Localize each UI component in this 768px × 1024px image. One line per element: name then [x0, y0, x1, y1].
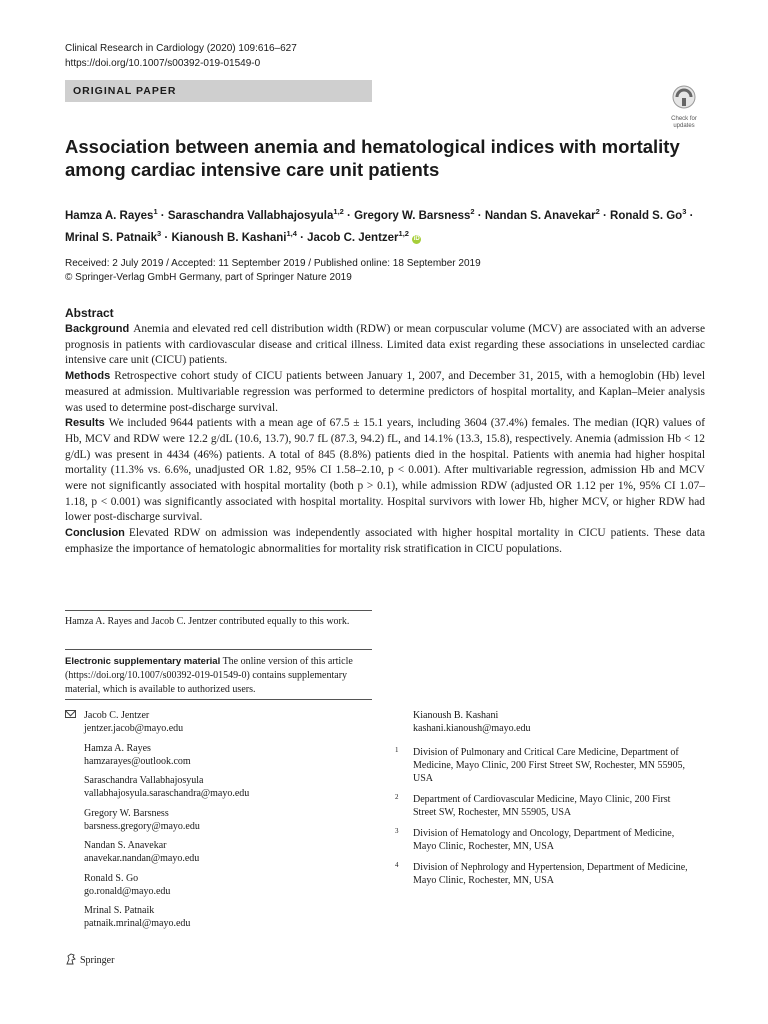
email-link[interactable]: go.ronald@mayo.edu	[84, 885, 171, 897]
email-link[interactable]: barsness.gregory@mayo.edu	[84, 820, 200, 832]
publisher-footer	[65, 953, 114, 968]
author[interactable]: Nandan S. Anavekar$^2$	[484, 207, 600, 222]
article-type-label: ORIGINAL PAPER	[73, 85, 177, 97]
journal-header	[65, 41, 297, 71]
mail-icon	[65, 710, 76, 718]
contact-entry: Kianoush B. Kashani kashani.kianoush@mayo.edu	[413, 710, 531, 734]
contact-list	[84, 709, 384, 937]
contact-entry: Jacob C. Jentzer jentzer.jacob@mayo.edu	[84, 709, 384, 735]
affiliation-list	[395, 746, 695, 895]
springer-horse-icon	[65, 953, 77, 965]
author[interactable]: Ronald S. Go$^3$	[610, 207, 687, 222]
author[interactable]: Jacob C. Jentzer$^{1,2}$	[307, 228, 409, 244]
abstract-methods: Methods Retrospective cohort study of CICU patients between January 1, 2007, and December 31, 2015, with a hemoglobin (Hb) level measured at admission. Multivariable regression was performed to determine predictors of hospital mortality, and Kaplan–Meier analysis was used to determine post-discharge survival.	[65, 370, 705, 414]
email-link[interactable]: anavekar.nandan@mayo.edu	[84, 853, 200, 864]
abstract-background: Background Anemia and elevated red cell distribution width (RDW) or mean corpuscular volume (MCV) are associated with an adverse prognosis in patients with cardiovascular disease and critical illness. Limited data exist regarding these associations in unselected cardiac intensive care unit (CICU) patients.	[65, 323, 705, 367]
email-link[interactable]: hamzarayes@outlook.com	[84, 755, 191, 767]
email-link[interactable]: jentzer.jacob@mayo.edu	[84, 723, 184, 734]
abstract-results: Results We included 9644 patients with a mean age of 67.5 ± 15.1 years, including 3604 (37.4%) females. The median (IQR) values of Hb, MCV and RDW were 12.2 g/dL (10.6, 13.7), 90.7 fL (87.3, 94.2) fL, and 14.1% (13.3, 15.8), respectively. Anemia (admission Hb < 12 g/dL) was present in 4434 (46%) patients. A total of 845 (8.8%) patients died in the hospital. Patients with anemia had higher hospital mortality (11.3% vs. 6.6%, unadjusted OR 1.82, 95% CI 1.58–2.10, p < 0.001). After multivariable regression, admission Hb and MCV were not significantly associated with hospital mortality (both p > 0.1), while admission RDW (adjusted OR 1.12 per 1%, 95% CI 1.07–1.18, p < 0.001) was significantly associated with hospital mortality. Hospital survivors with lower Hb, higher MCV, or higher RDW had lower post-discharge survival.	[65, 417, 705, 524]
footnote-divider	[65, 699, 372, 700]
affiliation-item: 1 Division of Pulmonary and Critical Care Medicine, Department of Medicine, Mayo Clinic, 200 First Street SW, Rochester, MN 55905, USA	[395, 746, 685, 784]
doi-link[interactable]: https://doi.org/10.1007/s00392-019-01549-0	[65, 58, 261, 69]
check-for-updates-icon	[664, 84, 704, 110]
equal-contribution-note: Hamza A. Rayes and Jacob C. Jentzer contributed equally to this work.	[65, 616, 350, 627]
esm-note: Electronic supplementary material The online version of this article (https://doi.org/10.1007/s00392-019-01549-0) contains supplementary material, which is available to authorized users.	[65, 656, 353, 695]
author-list: Hamza A. Rayes$^1$ · Saraschandra Vallabhajosyula$^{1,2}$ · Gregory W. Barsness$^2$ · Nandan S. Anavekar$^2$ · Ronald S. $Go^3$ · Mrinal S. Patnaik$^3$ · Kianoush B. Kashani$^{1,4}$ · Jacob C. Jentzer$^{1,2}$ iD	[65, 207, 694, 244]
contact-entry: Gregory W. Barsness barsness.gregory@mayo.edu	[84, 807, 384, 833]
publication-dates	[65, 257, 481, 285]
email-link[interactable]: kashani.kianoush@mayo.edu	[413, 723, 531, 734]
contact-entry: Hamza A. Rayes hamzarayes@outlook.com	[84, 742, 384, 768]
author[interactable]: Kianoush B. Kashani$^{1,4}$	[171, 228, 297, 244]
abstract-heading: Abstract	[65, 306, 114, 320]
esm-link[interactable]: https://doi.org/10.1007/s00392-019-01549-0	[68, 670, 247, 681]
affiliation-item: 3 Division of Hematology and Oncology, Department of Medicine, Mayo Clinic, Rochester, MN, USA	[395, 827, 675, 852]
publisher-name: Springer	[80, 955, 115, 966]
contact-entry: Ronald S. Go go.ronald@mayo.edu	[84, 872, 384, 898]
author[interactable]: Hamza A. Rayes$^1$	[65, 207, 158, 222]
paper-title: Association between anemia and hematological indices with mortality among cardiac intensive care unit patients	[65, 136, 680, 180]
abstract-body	[65, 322, 705, 558]
email-link[interactable]: patnaik.mrinal@mayo.edu	[84, 918, 191, 929]
orcid-icon[interactable]: iD	[413, 235, 420, 242]
email-link[interactable]: vallabhajosyula.saraschandra@mayo.edu	[84, 788, 250, 799]
copyright: © Springer-Verlag GmbH Germany, part of Springer Nature 2019	[65, 272, 352, 283]
author[interactable]: Mrinal S. Patnaik$^3$	[65, 228, 162, 244]
footnote-divider	[65, 610, 372, 611]
history-dates: Received: 2 July 2019 / Accepted: 11 September 2019 / Published online: 18 September 2019	[65, 258, 481, 269]
affiliation-item: 2 Department of Cardiovascular Medicine, Mayo Clinic, 200 First Street SW, Rochester, MN 55905, USA	[395, 793, 671, 818]
contact-entry: Nandan S. Anavekar anavekar.nandan@mayo.edu	[84, 839, 384, 865]
affiliation-item: 4 Division of Nephrology and Hypertension, Department of Medicine, Mayo Clinic, Rochester, MN, USA	[395, 861, 688, 886]
article-type-banner	[65, 80, 372, 102]
check-for-updates-badge[interactable]: Check for updates	[664, 84, 704, 124]
footnote-divider	[65, 649, 372, 650]
contact-entry: Saraschandra Vallabhajosyula vallabhajosyula.saraschandra@mayo.edu	[84, 774, 384, 800]
journal-citation: Clinical Research in Cardiology (2020) 109:616–627	[65, 43, 297, 54]
author[interactable]: Gregory W. Barsness$^2$	[354, 207, 475, 222]
abstract-conclusion: Conclusion Elevated RDW on admission was independently associated with higher hospital mortality in CICU patients. These data emphasize the importance of hematologic abnormalities for mortality risk stratification in CICU populations.	[65, 527, 705, 555]
contact-entry: Mrinal S. Patnaik patnaik.mrinal@mayo.edu	[84, 904, 384, 930]
author[interactable]: Saraschandra Vallabhajosyula$^{1,2}$	[167, 207, 344, 222]
